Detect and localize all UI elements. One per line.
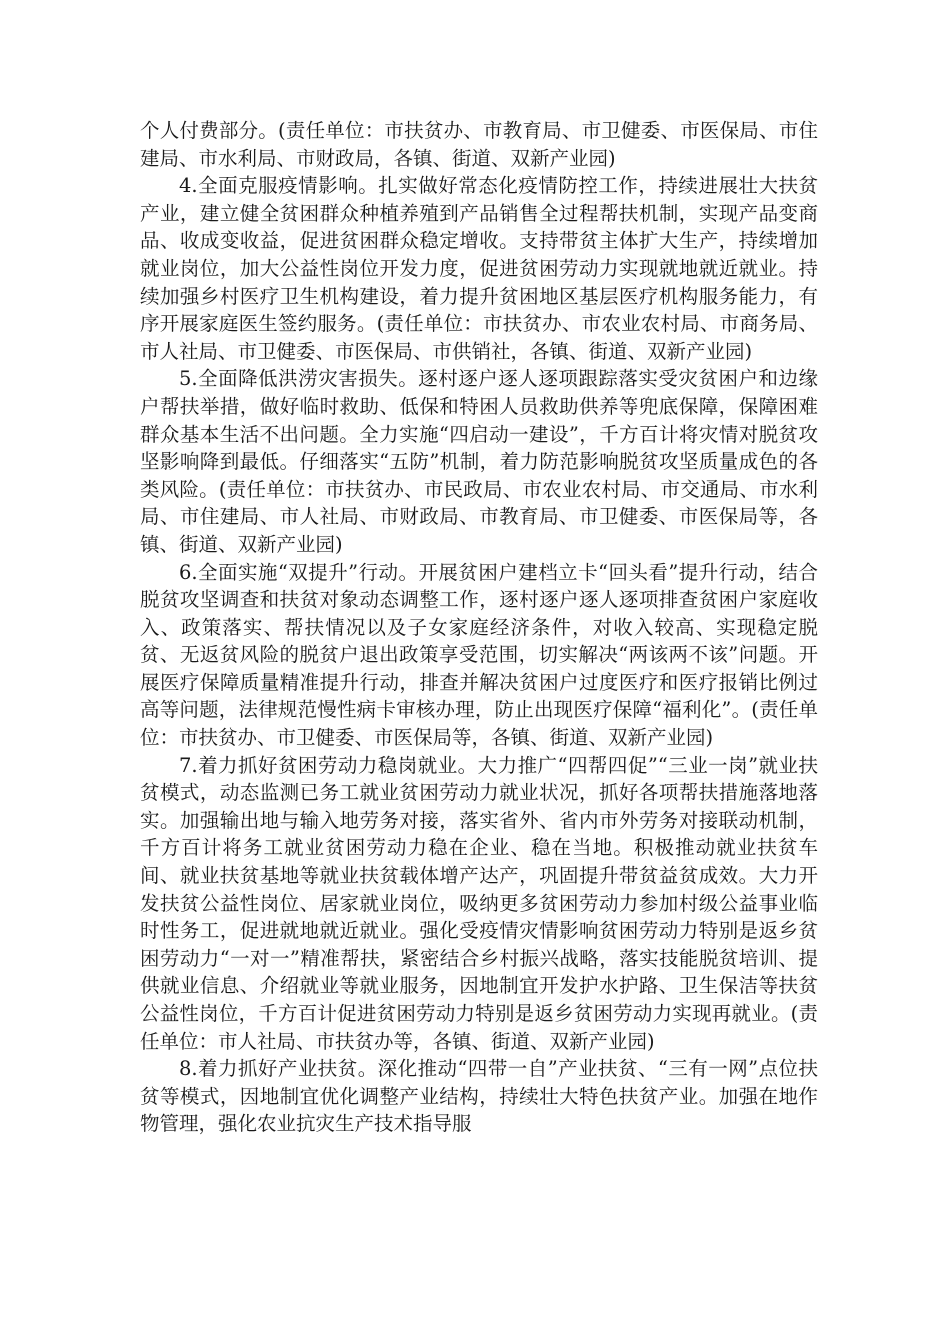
paragraph-item-5: 5.全面降低洪涝灾害损失。逐村逐户逐人逐项跟踪落实受灾贫困户和边缘户帮扶举措，做好临时救助、低保和特困人员救助供养等兜底保障，保障困难群众基本生活不出问题。全力实施“四启动一建设”，千方百计将灾情对脱贫攻坚影响降到最低。仔细落实“五防”机制，着力防范影响脱贫攻坚质量成色的各类风险。(责任单位：市扶贫办、市民政局、市农业农村局、市交通局、市水利局、市住建局、市人社局、市财政局、市教育局、市卫健委、市医保局等，各镇、街道、双新产业园)	[140, 367, 818, 556]
paragraph-item-4: 4.全面克服疫情影响。扎实做好常态化疫情防控工作，持续进展壮大扶贫产业，建立健全贫困群众种植养殖到产品销售全过程帮扶机制，实现产品变商品、收成变收益，促进贫困群众稳定增收。支持带贫主体扩大生产，持续增加就业岗位，加大公益性岗位开发力度，促进贫困劳动力实现就地就近就业。持续加强乡村医疗卫生机构建设，着力提升贫困地区基层医疗机构服务能力，有序开展家庭医生签约服务。(责任单位：市扶贫办、市农业农村局、市商务局、市人社局、市卫健委、市医保局、市供销社，各镇、街道、双新产业园)	[140, 174, 818, 363]
paragraph-item-6: 6.全面实施“双提升”行动。开展贫困户建档立卡“回头看”提升行动，结合脱贫攻坚调查和扶贫对象动态调整工作，逐村逐户逐人逐项排查贫困户家庭收入、政策落实、帮扶情况以及子女家庭经济条件，对收入较高、实现稳定脱贫、无返贫风险的脱贫户退出政策享受范围，切实解决“两该两不该”问题。开展医疗保障质量精准提升行动，排查并解决贫困户过度医疗和医疗报销比例过高等问题，法律规范慢性病卡审核办理，防止出现医疗保障“福利化”。(责任单位：市扶贫办、市卫健委、市医保局等，各镇、街道、双新产业园)	[140, 560, 818, 750]
paragraph-item-7: 7.着力抓好贫困劳动力稳岗就业。大力推广“四帮四促”“三业一岗”就业扶贫模式，动态监测已务工就业贫困劳动力就业状况，抓好各项帮扶措施落地落实。加强输出地与输入地劳务对接，落实省外、省内市外劳务对接联动机制，千方百计将务工就业贫困劳动力稳在企业、稳在当地。积极推动就业扶贫车间、就业扶贫基地等就业扶贫载体增产达产，巩固提升带贫益贫成效。大力开发扶贫公益性岗位、居家就业岗位，吸纳更多贫困劳动力参加村级公益事业临时性务工，促进就地就近就业。强化受疫情灾情影响贫困劳动力特别是返乡贫困劳动力“一对一”精准帮扶，紧密结合乡村振兴战略，落实技能脱贫培训、提供就业信息、介绍就业等就业服务，因地制宜开发护水护路、卫生保洁等扶贫公益性岗位，千方百计促进贫困劳动力特别是返乡贫困劳动力实现再就业。(责任单位：市人社局、市扶贫办等，各镇、街道、双新产业园)	[140, 753, 818, 1053]
paragraph-item-8: 8.着力抓好产业扶贫。深化推动“四带一自”产业扶贫、“三有一网”点位扶贫等模式，因地制宜优化调整产业结构，持续壮大特色扶贫产业。加强在地作物管理，强化农业抗灾生产技术指导服	[140, 1057, 818, 1136]
document-body	[140, 117, 818, 1138]
paragraph-continuation: 个人付费部分。(责任单位：市扶贫办、市教育局、市卫健委、市医保局、市住建局、市水利局、市财政局，各镇、街道、双新产业园)	[140, 119, 818, 170]
